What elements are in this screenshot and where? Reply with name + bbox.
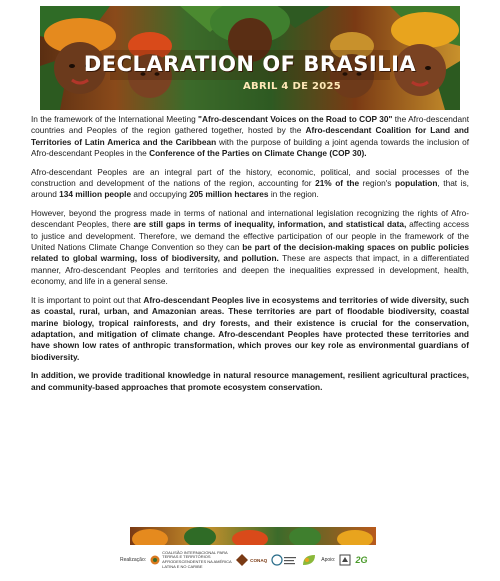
apoio-label: Apoio:: [321, 557, 336, 563]
2g-mark: 2G: [355, 555, 368, 565]
document-title: DECLARATION OF BRASILIA: [83, 52, 417, 76]
realizacao-label: Realização:: [120, 557, 147, 563]
support-logo-1: [339, 554, 351, 566]
footer-band-art: [130, 527, 376, 545]
leaf-emblem-icon: [301, 553, 317, 567]
paragraph-population: Afro-descendant Peoples are an integral part of the history, economic, political, and social processes of the construction and development of the nations of the region, accounting for 21% of the region's population, that is, around 134 million people and occupying 205 million hectares in the region.: [31, 166, 469, 200]
footer-logos: [120, 549, 390, 571]
coalition-emblem-icon: [150, 555, 160, 565]
paragraph-gaps: However, beyond the progress made in terms of national and international legislation recognizing the rights of Afro-descendant Peoples, there are still gaps in terms of inequality, information, and statistical data, affecting access to justice and development. Therefore, we demand the effective participation of our people in the framework of the United Nations Climate Change Convention so they can be part of the decision-making spaces on public policies related to global warming, loss of biodiversity, and pollution. These are aspects that impact, in a differentiated manner, Afro-descendant Peoples and territories and deepen the inequalities expressed in development, health, economy, and life in a general sense.: [31, 207, 469, 287]
conaq-emblem-icon: [236, 554, 248, 566]
declaration-body: [31, 114, 469, 400]
2g-logo: [355, 555, 367, 565]
paragraph-intro: In the framework of the International Meeting "Afro-descendant Voices on the Road to COP 30" the Afro-descendant countries and Peoples of the region gathered together, hosted by the Afro-descendant Coalition for Land and Territories of Latin America and the Caribbean with the purpose of building a joint agenda towards the inclusion of Afro-descendant Peoples in the Conference of the Parties on Climate Change (COP 30).: [31, 114, 469, 159]
support-emblem-icon: [339, 554, 351, 566]
partner-emblem-icon: [271, 554, 297, 566]
header-banner: [40, 6, 460, 110]
leaf-logo: [301, 553, 317, 567]
paragraph-ecosystems: It is important to point out that Afro-descendant Peoples live in ecosystems and territories of wide diversity, such as coastal, rural, urban, and Amazonian areas. These territories are part of floodable biodiversity, coastal marine biology, tropical rainforests, and dry forests, and their existence is crucial for the conservation, adaptation, and mitigation of climate change. Afro-descendant Peoples have protected these territories and have shown low rates of anthropic transformation, which proves our key role as environmental guardians of biodiversity.: [31, 294, 469, 362]
footer-decorative-band: [130, 527, 376, 545]
conaq-name: CONAQ: [250, 557, 268, 563]
coalition-logo: [150, 551, 232, 569]
partner-logo: [271, 554, 297, 566]
conaq-logo: [236, 554, 267, 566]
paragraph-knowledge: In addition, we provide traditional knowledge in natural resource management, resilient agricultural practices, and community-based approaches that promote ecosystem conservation.: [31, 370, 469, 392]
coalition-name: COALISÃO INTERNACIONAL PARA TERRAS E TERRITÓRIOS AFRODESCENDENTES NA AMÉRICA LATINA E NO CARIBE: [162, 549, 232, 569]
document-date: ABRIL 4 DE 2025: [243, 81, 342, 92]
